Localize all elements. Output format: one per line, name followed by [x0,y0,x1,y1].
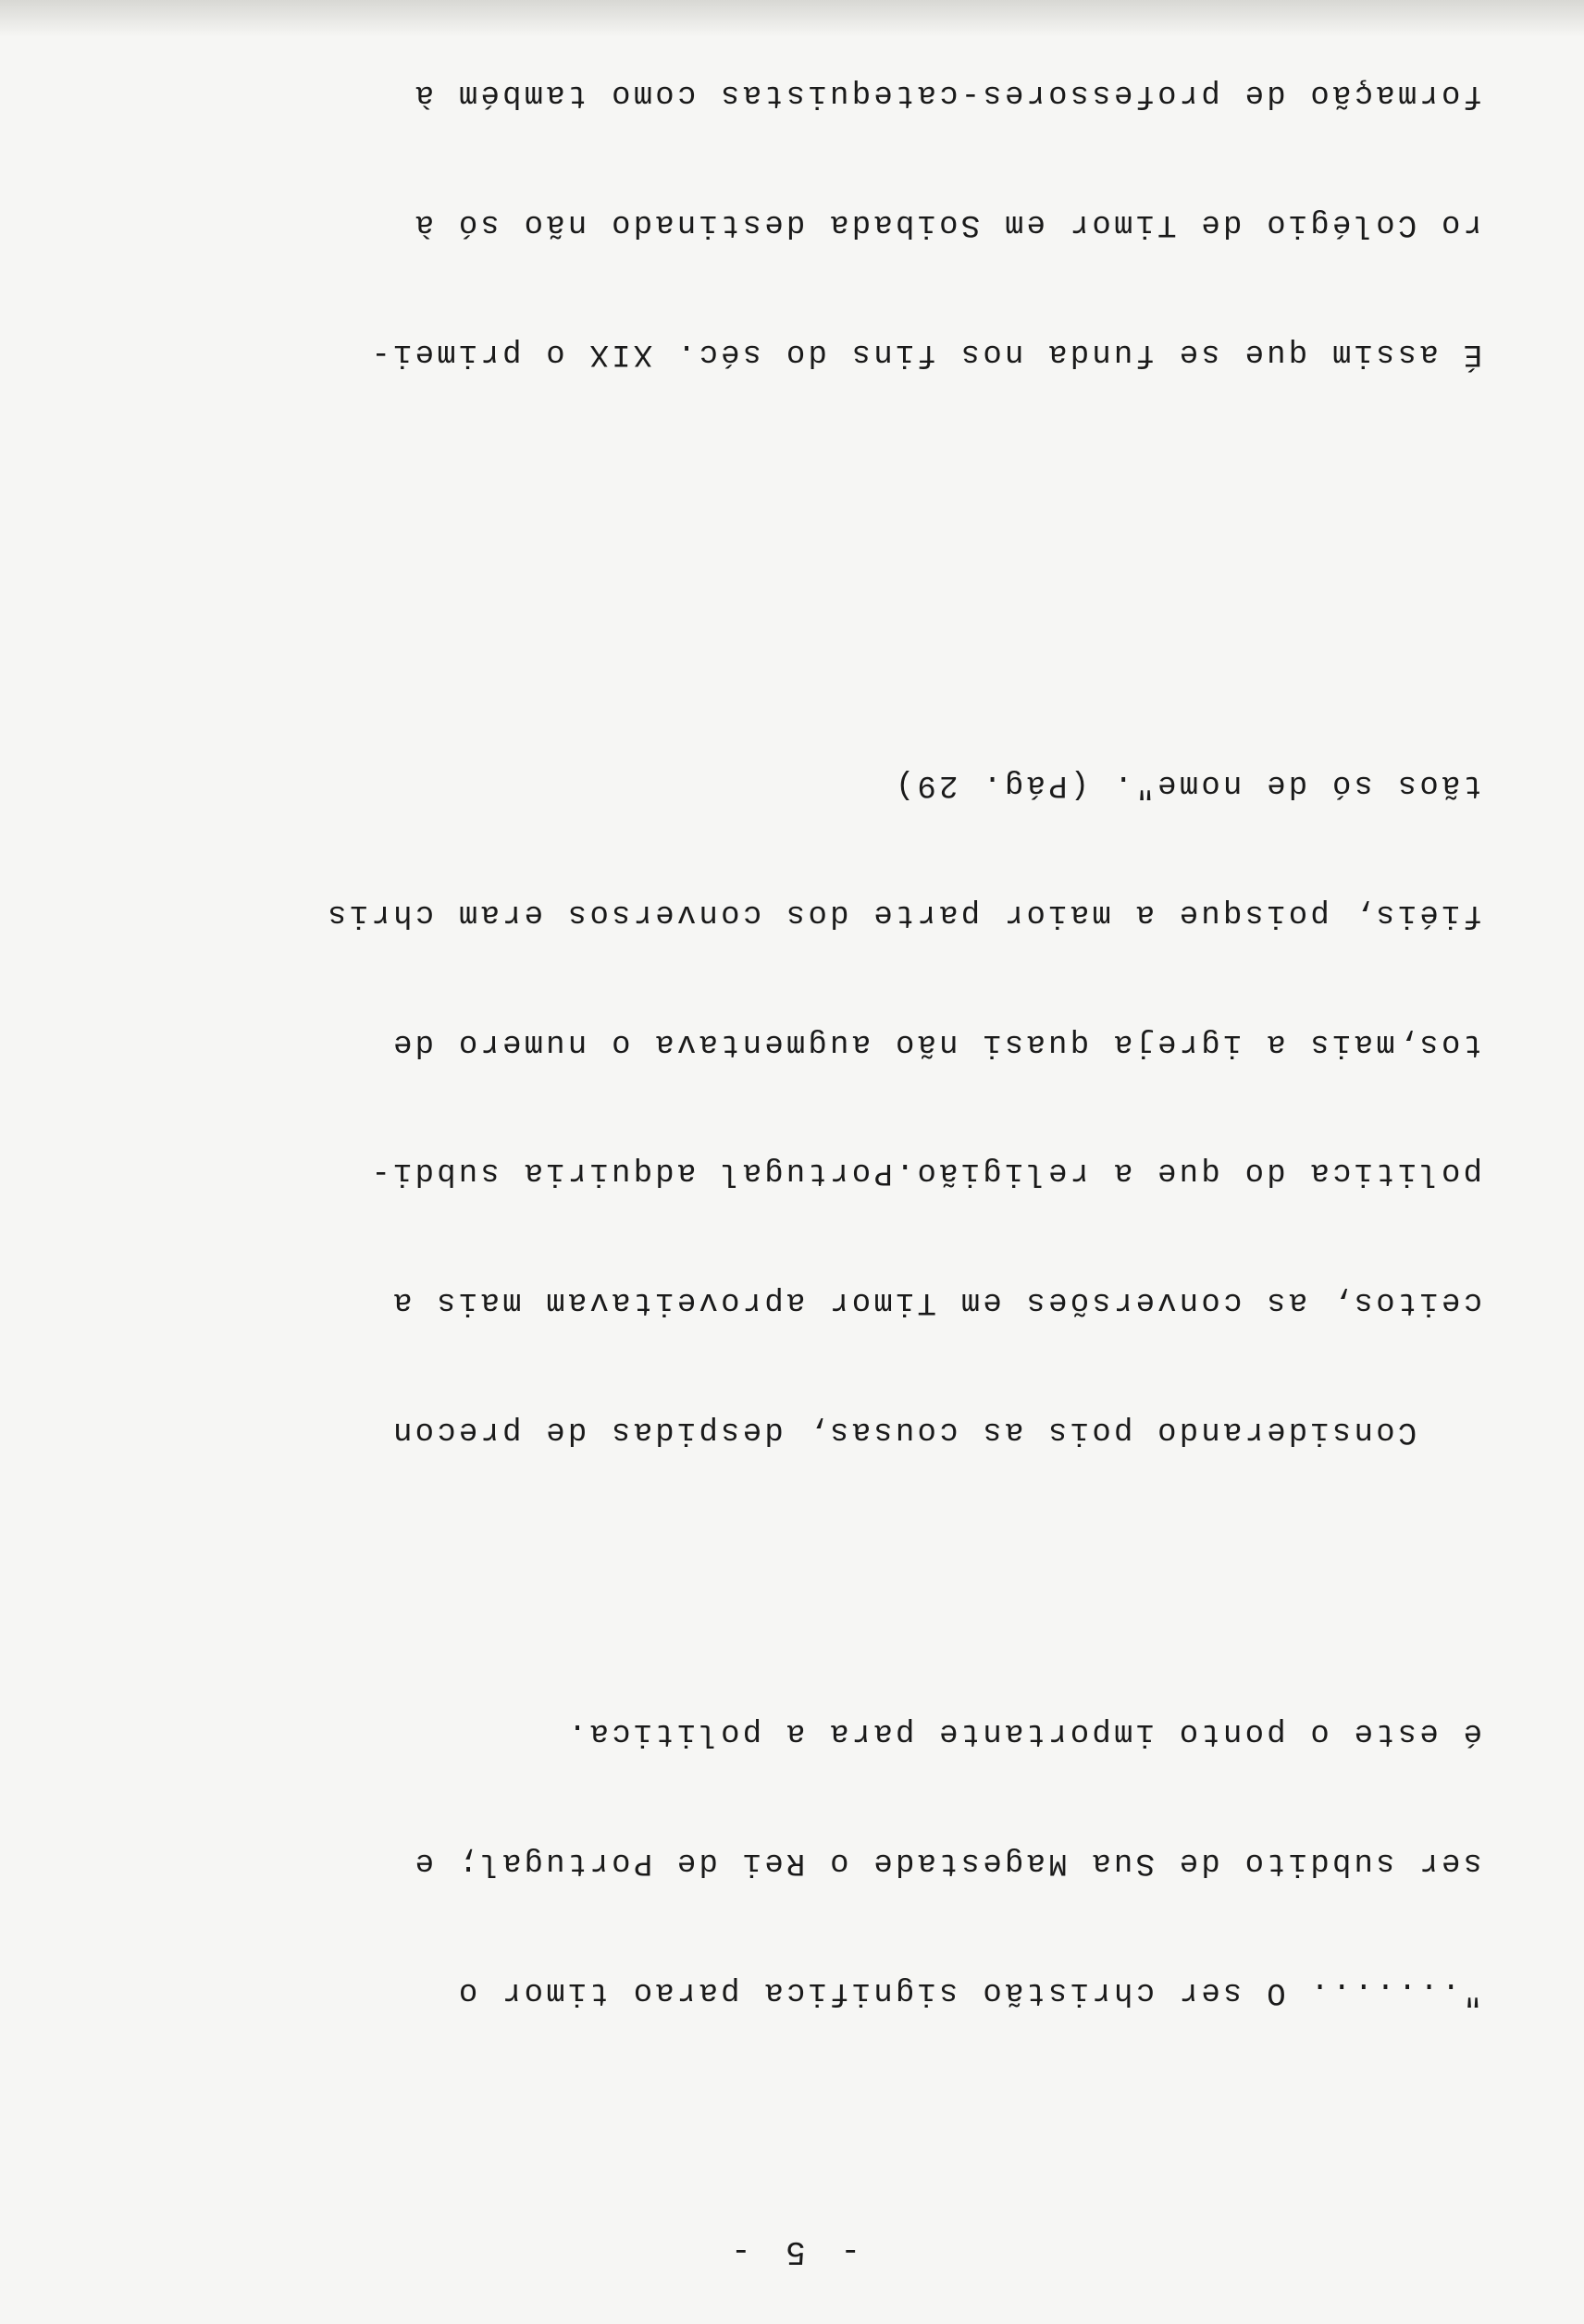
text-line: fiéis, poisque a maior parte dos conversos eram chris [325,896,1482,932]
page-number: - 5 - [723,2232,861,2270]
text-line: formação de professores-catequistas como também à [412,77,1482,113]
text-line: tãos só de nome". (Pág. 29) [892,767,1482,802]
paragraph-gap [67,547,1482,590]
body-text [67,0,1482,2185]
text-line: "....... O ser christão significa parao timor o [455,1973,1482,2009]
paragraph-2 [67,676,1482,1539]
text-line: tos,mais a igreja quasi não augmentava o numero de [390,1025,1482,1061]
text-line: ceitos, as conversões em Timor aproveitavam mais a [390,1284,1482,1320]
text-line: É assim que se funda nos fins do séc. XIX o primei- [368,336,1482,372]
text-line: ro Colégio de Timor em Soibada destinado não só à [412,206,1482,242]
paragraph-1 [67,1625,1482,2099]
text-line: é este o ponto importante para a politica. [564,1715,1482,1751]
text-line: politica do que a religião.Portugal adquiria subdi- [368,1155,1482,1191]
paragraph-3 [67,0,1482,461]
text-line: ser subdito de Sua Magestade o Rei de Portugal; e [412,1844,1482,1880]
text-line: Considerando pois as cousas, despidas de precon [390,1413,1482,1449]
